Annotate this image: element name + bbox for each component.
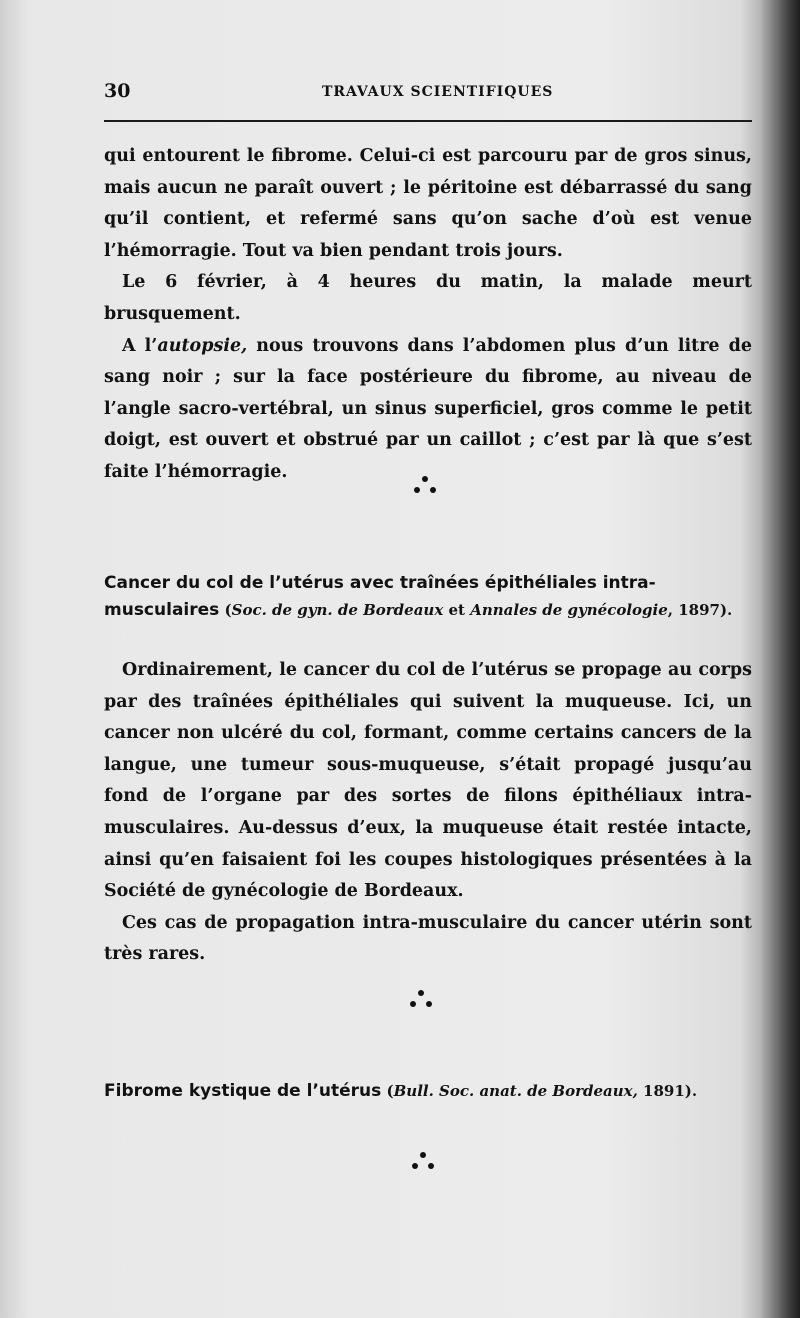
page-header bbox=[104, 80, 754, 104]
autopsy-lead: A l’ bbox=[122, 335, 158, 356]
asterism-separator bbox=[412, 1152, 436, 1172]
paragraph-fibrome-continuation: qui entourent le fibrome. Celui-ci est parcouru par de gros sinus, mais aucun ne paraît ouvert ; le péritoine est débarrassé du sang qu’il contient, et refermé sans qu’on sache d’où est venue l’hémorragie. Tout va bien pendant trois jours. bbox=[104, 146, 752, 261]
page-edge-shadow bbox=[760, 0, 800, 1318]
section-1-body bbox=[104, 141, 752, 489]
source-journal-soc-gyn: Soc. de gyn. de Bordeaux bbox=[231, 601, 444, 619]
paragraph-cancer-rarity: Ces cas de propagation intra-musculaire du cancer utérin sont très rares. bbox=[104, 912, 752, 965]
section-3-title: Fibrome kystique de l’utérus bbox=[104, 1081, 382, 1101]
section-2-body bbox=[104, 655, 752, 971]
section-3-source: (Bull. Soc. anat. de Bordeaux, 1891). bbox=[381, 1082, 698, 1100]
autopsy-italic: autopsie, bbox=[157, 335, 248, 356]
asterism-separator bbox=[414, 476, 438, 496]
paragraph-autopsy bbox=[104, 331, 752, 489]
section-2-source: (Soc. de gyn. de Bordeaux et Annales de gynécologie, 1897). bbox=[219, 601, 733, 619]
paragraph-death: Le 6 février, à 4 heures du matin, la malade meurt brusquement. bbox=[104, 272, 752, 324]
source-journal-annales: Annales de gynécologie bbox=[470, 601, 668, 619]
running-title: TRAVAUX SCIENTIFIQUES bbox=[322, 84, 554, 100]
page-number: 30 bbox=[104, 80, 131, 102]
asterism-separator bbox=[410, 990, 434, 1010]
section-3-heading bbox=[104, 1078, 754, 1105]
autopsy-rest: nous trouvons dans l’abdomen plus d’un litre de sang noir ; sur la face postérieure du fibrome, au niveau de l’angle sacro-vertébral, un sinus superficiel, gros comme le petit doigt, est ouvert et obstrué par un caillot ; c’est par là que s’est faite l’hémorragie. bbox=[104, 335, 752, 482]
section-2-heading bbox=[104, 570, 754, 624]
source-journal-bull-soc-anat: Bull. Soc. anat. de Bordeaux, bbox=[393, 1082, 638, 1100]
header-rule bbox=[104, 120, 752, 122]
section-2-title: Cancer du col de l’utérus avec traînées épithéliales intra-musculaires bbox=[104, 573, 656, 620]
paragraph-cancer-description: Ordinairement, le cancer du col de l’utérus se propage au corps par des traînées épithéliales qui suivent la muqueuse. Ici, un cancer non ulcéré du col, formant, comme certains cancers de la langue, une tumeur sous-muqueuse, s’était propagé jusqu’au fond de l’organe par des sortes de filons épithéliaux intra-musculaires. Au-dessus d’eux, la muqueuse était restée intacte, ainsi qu’en faisaient foi les coupes histologiques présentées à la Société de gynécologie de Bordeaux. bbox=[104, 660, 752, 902]
